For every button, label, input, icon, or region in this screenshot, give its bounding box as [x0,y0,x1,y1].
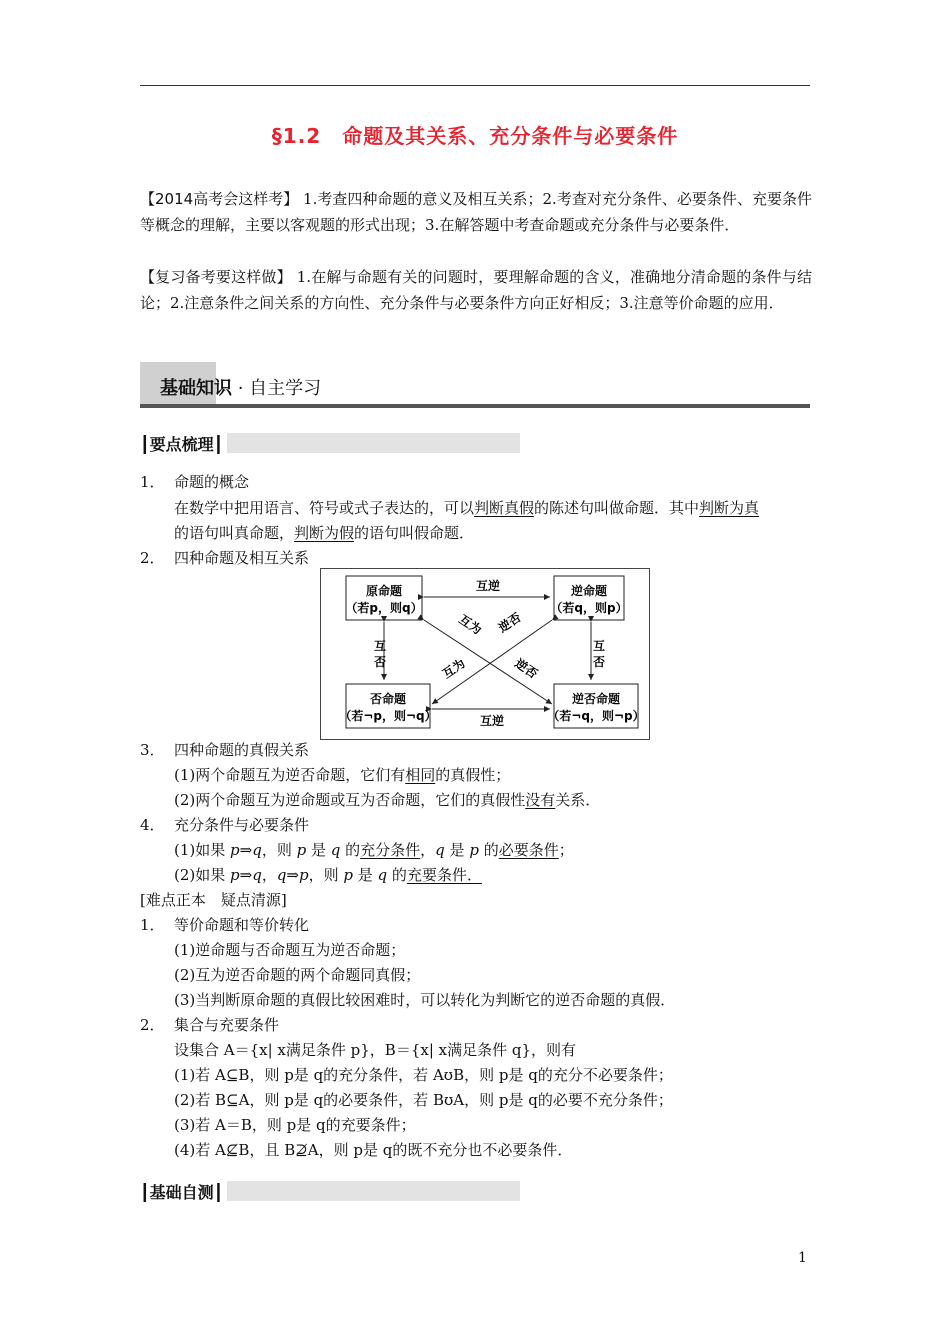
box-original-sub: （若p，则q） [345,601,423,615]
label-right-2: 否 [592,655,606,669]
box-converse-title: 逆命题 [570,584,608,598]
item-1-num: 1． [140,473,165,491]
exam-paragraph [140,186,812,238]
label-right-1: 互 [592,639,606,653]
box-contrapositive-sub: （若¬q，则¬p） [547,709,645,723]
review-paragraph [140,264,812,316]
page-title: §1.2 命题及其关系、充分条件与必要条件 [271,124,679,148]
item-3-line-2: (2)两个命题互为逆命题或互为否命题，它们的真假性没有关系． [174,791,601,809]
exam-label: 【2014高考会这样考】 [140,190,299,208]
item-4-line-2: (2)如果 p⇒q，q⇒p，则 p 是 q 的充要条件． [174,866,482,884]
review-text: 1.在解与命题有关的问题时，要理解命题的含义，准确地分清命题的条件与结论；2.注意条件之间关系的方向性、充分条件与必要条件方向正好相反；3.注意等价命题的应用． [140,268,812,312]
item-4-title: 充分条件与必要条件 [174,816,310,834]
hard-2-line-2: (2)若 B⊆A，则 p是 q的必要条件，若 BʊA，则 p是 q的必要不充分条件； [174,1091,673,1109]
hard-points-heading: [难点正本 疑点清源] [140,891,287,909]
hard-2-line-3: (3)若 A＝B，则 p是 q的充要条件； [174,1116,416,1134]
hard-1-line-1: (1)逆命题与否命题互为逆否命题； [174,941,406,959]
hard-1-line-3: (3)当判断原命题的真假比较困难时，可以转化为判断它的逆否命题的真假． [174,991,676,1009]
exam-text: 1.考查四种命题的意义及相互关系；2.考查对充分条件、必要条件、充要条件等概念的理解，主要以客观题的形式出现；3.在解答题中考查命题或充分条件与必要条件． [140,190,812,234]
item-1-title: 命题的概念 [174,473,250,491]
item-3-title: 四种命题的真假关系 [174,741,310,759]
label-diag-c: 互为 [439,656,468,682]
item-2-num: 2． [140,549,165,567]
box-original-title: 原命题 [365,584,403,598]
label-diag-a: 互为 [456,612,485,638]
page-number: 1 [798,1250,807,1266]
tag-self-test-label: ┃基础自测┃ [140,1180,227,1203]
section-rule [140,404,810,408]
tag-key-points [140,433,520,453]
hard-2-line-4: (4)若 A⊈B，且 B⊉A，则 p是 q的既不充分也不必要条件． [174,1141,573,1159]
label-bottom: 互逆 [479,714,505,728]
section-title: 基础知识 · 自主学习 [160,378,322,399]
section-header [140,362,810,408]
hard-2-title: 集合与充要条件 [174,1016,280,1034]
label-left-1: 互 [373,639,387,653]
item-3-num: 3． [140,741,165,759]
hard-1-title: 等价命题和等价转化 [174,916,310,934]
item-3-line-1: (1)两个命题互为逆否命题，它们有相同的真假性； [174,766,511,784]
label-left-2: 否 [373,655,387,669]
label-diag-d: 逆否 [512,656,541,682]
item-4-num: 4． [140,816,165,834]
hard-2-num: 2． [140,1016,165,1034]
hard-1-num: 1． [140,916,165,934]
tag-key-points-label: ┃要点梳理┃ [140,432,227,455]
box-contrapositive-title: 逆否命题 [571,692,621,706]
four-propositions-diagram [320,568,650,740]
tag-self-test [140,1181,520,1201]
hard-1-line-2: (2)互为逆否命题的两个命题同真假； [174,966,421,984]
item-1-line-2: 的语句叫真命题，判断为假的语句叫假命题． [174,524,475,542]
item-2-title: 四种命题及相互关系 [174,549,310,567]
item-4-line-1: (1)如果 p⇒q，则 p 是 q 的充分条件，q 是 p 的必要条件； [174,841,574,859]
review-label: 【复习备考要这样做】 [140,268,292,286]
hard-2-line-0: 设集合 A＝{x| x满足条件 p}，B＝{x| x满足条件 q}，则有 [174,1041,577,1059]
label-diag-b: 逆否 [495,610,524,636]
label-top: 互逆 [475,579,501,593]
top-rule [140,85,810,86]
hard-2-line-1: (1)若 A⊆B，则 p是 q的充分条件，若 AʊB，则 p是 q的充分不必要条件； [174,1066,673,1084]
box-inverse-sub: （若¬p，则¬q） [339,709,437,723]
box-inverse-title: 否命题 [369,692,407,706]
box-converse-sub: （若q，则p） [550,601,628,615]
arrow-diag-1 [424,620,552,704]
item-1-line-1: 在数学中把用语言、符号或式子表达的，可以判断真假的陈述句叫做命题．其中判断为真 [174,499,760,517]
